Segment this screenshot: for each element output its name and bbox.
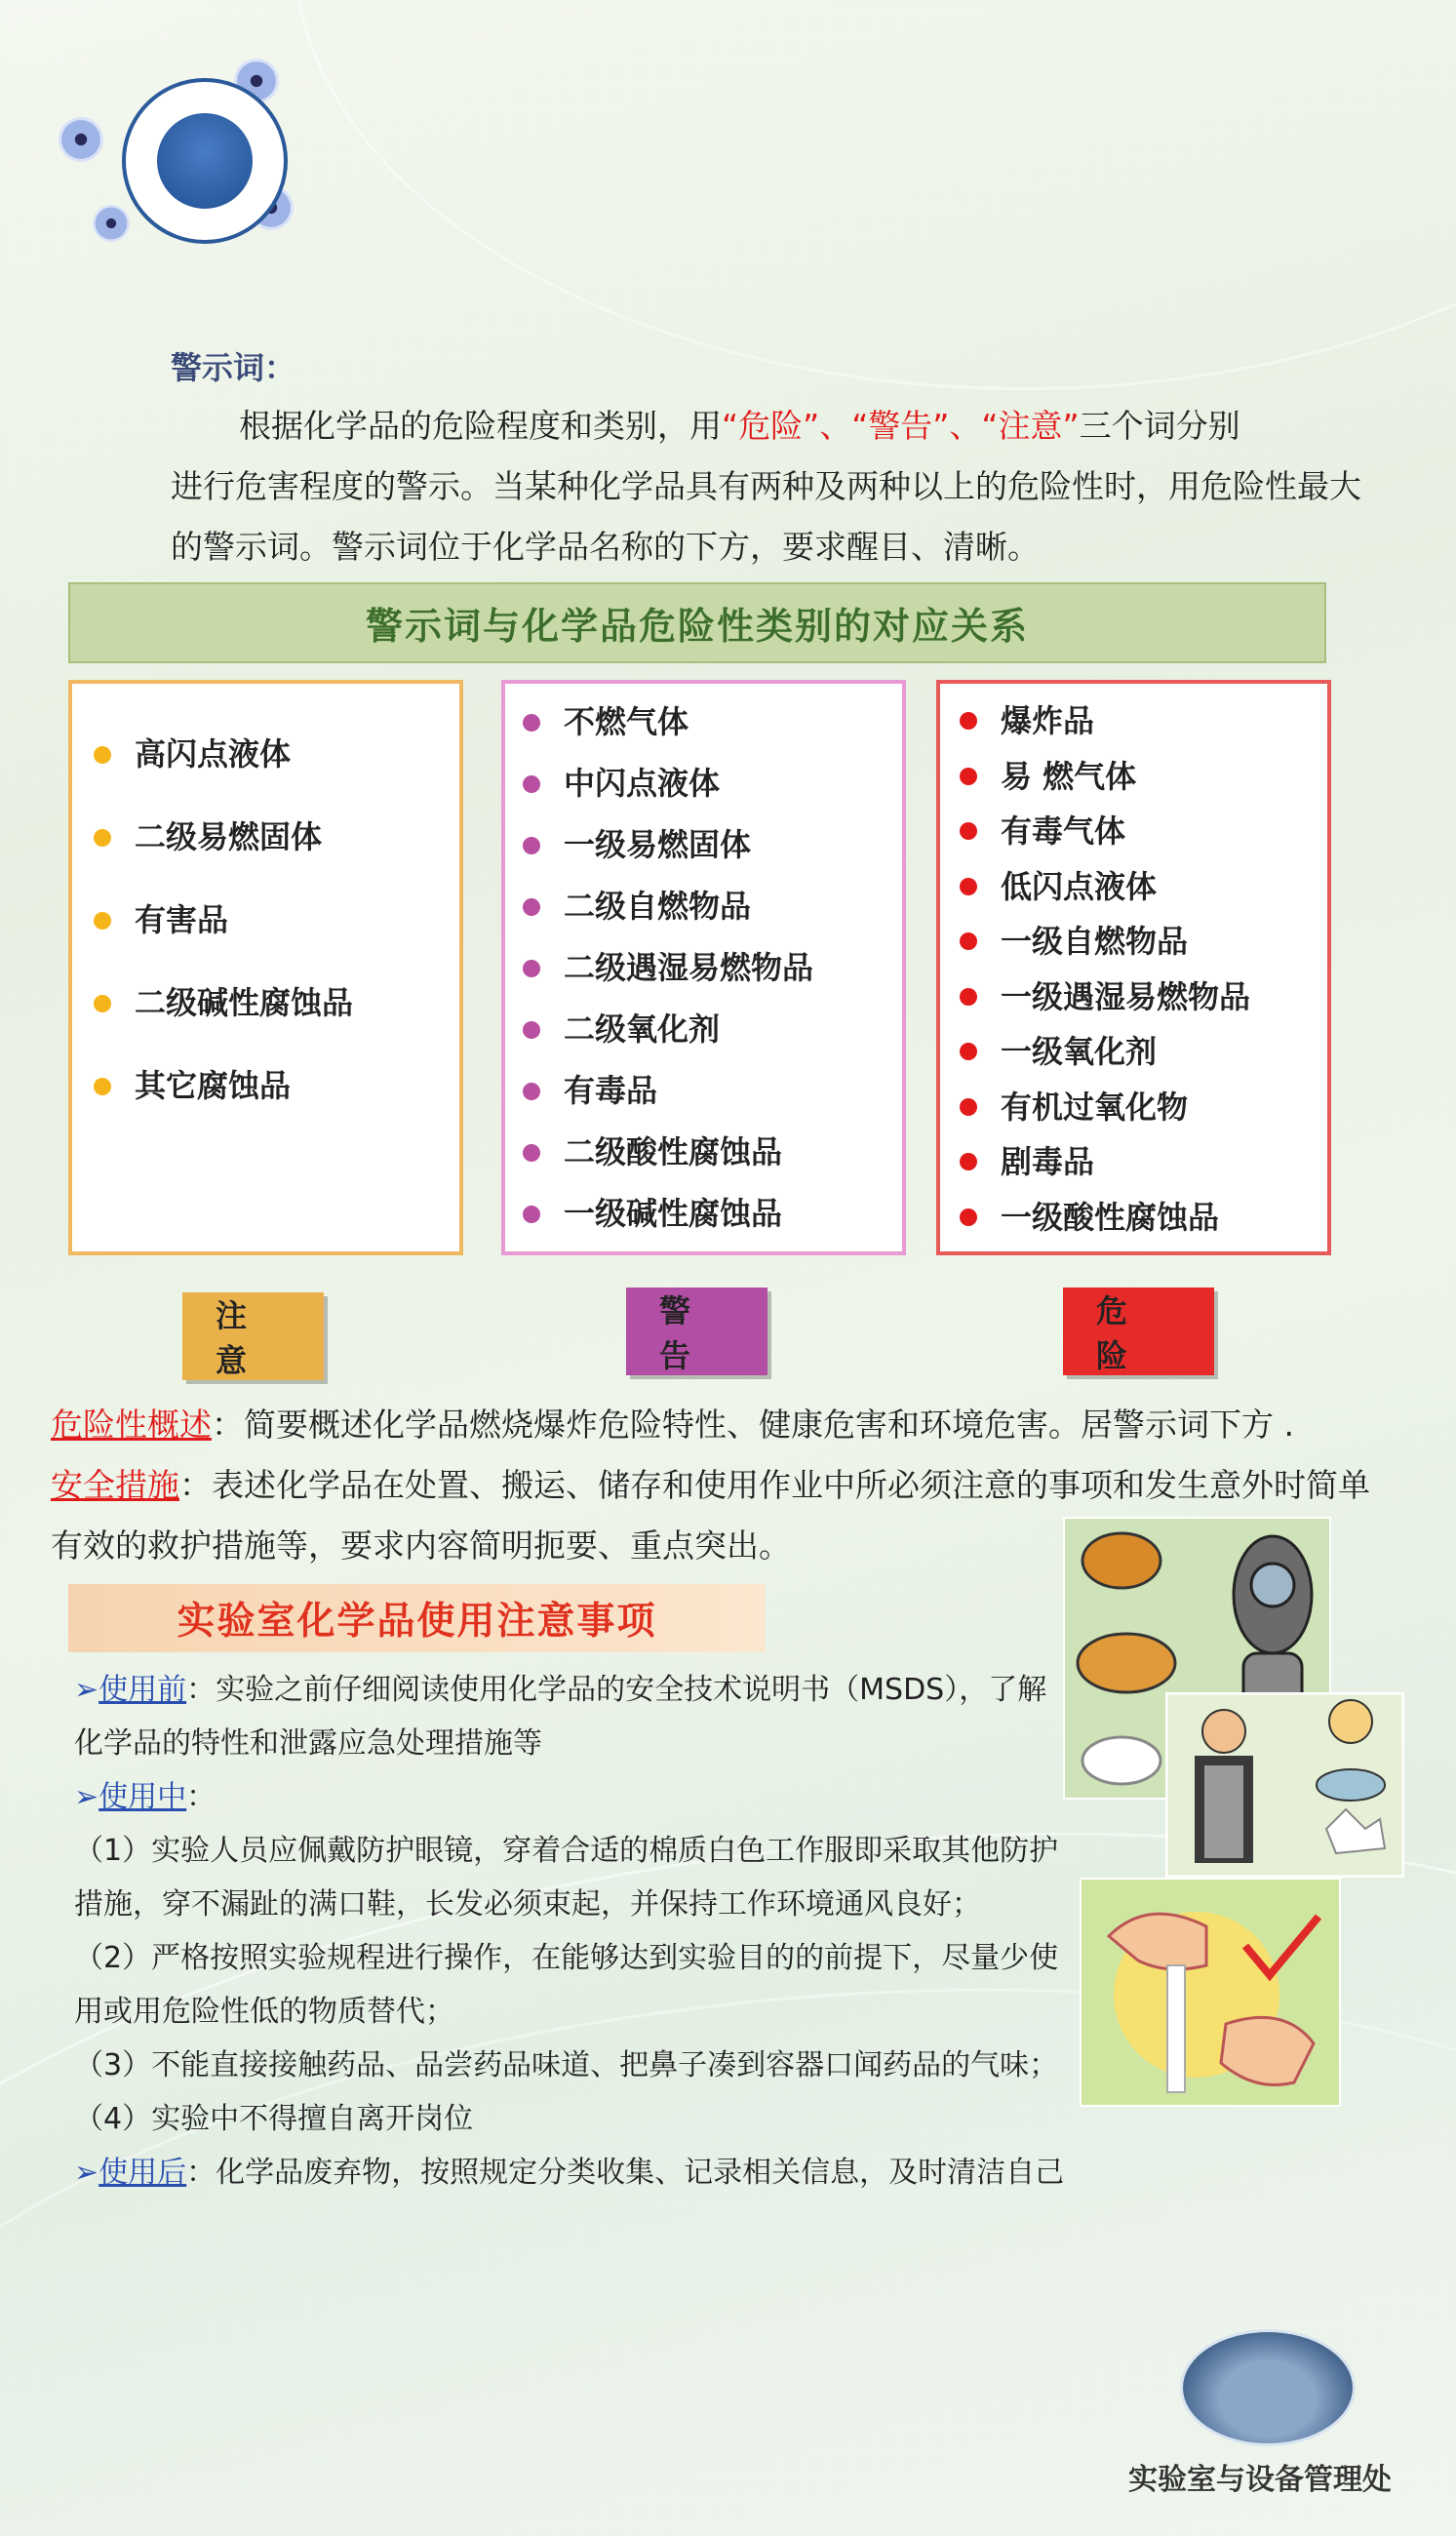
danger-box: [936, 680, 1331, 1255]
separator: 、: [819, 407, 852, 445]
before-text-2: 化学品的特性和泄露应急处理措施等: [74, 1726, 542, 1761]
danger-item: 低闪点液体: [948, 859, 1327, 915]
usage-item: 用或用危险性低的物质替代；: [74, 1995, 454, 2029]
safety-text-2: 有效的救护措施等，要求内容简明扼要、重点突出。: [51, 1526, 791, 1565]
warning-item: 二级酸性腐蚀品: [511, 1122, 902, 1183]
warning-item: 中闪点液体: [511, 753, 902, 814]
usage-list: [74, 1663, 1079, 2199]
hand-safety-illustration: [1080, 1878, 1341, 2107]
warning-item: 二级自燃物品: [511, 876, 902, 937]
gate-photo: [1180, 2329, 1356, 2446]
usage-item: 措施，穿不漏趾的满口鞋，长发必须束起，并保持工作环境通风良好；: [74, 1887, 981, 1922]
danger-item: 有机过氧化物: [948, 1080, 1327, 1135]
danger-item: 易 燃气体: [948, 749, 1327, 805]
safety-text: ：表述化学品在处置、搬运、储存和使用作业中所必须注意的事项和发生意外时简单: [179, 1466, 1370, 1504]
hazard-overview: [51, 1395, 1416, 1455]
para-line: 进行危害程度的警示。当某种化学品具有两种及两种以上的危险性时，用危险性最大: [171, 467, 1361, 505]
warning-words-title: 警示词：: [171, 349, 296, 386]
during-text: ：: [186, 1780, 216, 1814]
warning-label: 警告: [626, 1288, 767, 1375]
danger-label: 危险: [1063, 1288, 1214, 1375]
word-danger: “危险”: [722, 407, 820, 445]
safety-term: 安全措施: [51, 1466, 179, 1504]
usage-item: （4）实验中不得擅自离开岗位: [74, 2102, 474, 2136]
flower-decoration: [59, 117, 103, 162]
separator: 、: [949, 407, 982, 445]
after-text: ：化学品废弃物，按照规定分类收集、记录相关信息，及时清洁自己: [186, 2156, 1065, 2190]
para-text: 根据化学品的危险程度和类别，用: [239, 407, 722, 445]
caution-item: 高闪点液体: [82, 713, 459, 796]
arrow-icon: ➢: [74, 1780, 99, 1814]
warning-paragraph: [171, 396, 1399, 577]
warning-item: 不燃气体: [511, 692, 902, 753]
para-text: 三个词分别: [1079, 407, 1240, 445]
lab-section-title: 实验室化学品使用注意事项: [68, 1584, 766, 1652]
caution-box: [68, 680, 463, 1255]
danger-item: 剧毒品: [948, 1134, 1327, 1190]
hazard-term: 危险性概述: [51, 1406, 212, 1444]
arrow-icon: ➢: [74, 2156, 99, 2190]
warning-item: 一级碱性腐蚀品: [511, 1183, 902, 1245]
flower-decoration: [93, 205, 130, 242]
before-term: 使用前: [98, 1673, 187, 1707]
word-caution: “注意”: [981, 407, 1080, 445]
after-term: 使用后: [98, 2156, 187, 2190]
lab-worker-illustration: [1165, 1692, 1404, 1878]
arrow-icon: ➢: [74, 1673, 99, 1707]
danger-item: 一级氧化剂: [948, 1024, 1327, 1080]
danger-item: 有毒气体: [948, 804, 1327, 859]
before-text: ：实验之前仔细阅读使用化学品的安全技术说明书（MSDS），了解: [186, 1673, 1047, 1707]
caution-item: 二级易燃固体: [82, 796, 459, 879]
during-term: 使用中: [98, 1780, 187, 1814]
caution-label: 注意: [182, 1292, 324, 1380]
usage-item: （2）严格按照实验规程进行操作，在能够达到实验目的的前提下，尽量少使: [74, 1941, 1059, 1975]
hazard-text: ：简要概述化学品燃烧爆炸危险特性、健康危害和环境危害。居警示词下方 .: [212, 1406, 1294, 1444]
caution-item: 二级碱性腐蚀品: [82, 962, 459, 1045]
footer-department: 实验室与设备管理处: [1128, 2463, 1392, 2497]
table-title: 警示词与化学品危险性类别的对应关系: [68, 582, 1326, 663]
caution-item: 有害品: [82, 879, 459, 962]
danger-item: 一级自燃物品: [948, 914, 1327, 970]
usage-item: （1）实验人员应佩戴防护眼镜，穿着合适的棉质白色工作服即采取其他防护: [74, 1834, 1059, 1868]
danger-item: 一级遇湿易燃物品: [948, 970, 1327, 1025]
warning-box: [501, 680, 906, 1255]
warning-item: 有毒品: [511, 1060, 902, 1122]
warning-item: 一级易燃固体: [511, 814, 902, 876]
para-line: 的警示词。警示词位于化学品名称的下方，要求醒目、清晰。: [171, 528, 1040, 566]
logo-emblem: [154, 110, 256, 212]
danger-item: 一级酸性腐蚀品: [948, 1190, 1327, 1246]
danger-item: 爆炸品: [948, 693, 1327, 749]
warning-item: 二级氧化剂: [511, 999, 902, 1060]
word-warning: “警告”: [851, 407, 950, 445]
bg-swoosh: [293, 0, 1456, 390]
usage-item: （3）不能直接接触药品、品尝药品味道、把鼻子凑到容器口闻药品的气味；: [74, 2048, 1059, 2082]
warning-item: 二级遇湿易燃物品: [511, 937, 902, 999]
caution-item: 其它腐蚀品: [82, 1045, 459, 1128]
